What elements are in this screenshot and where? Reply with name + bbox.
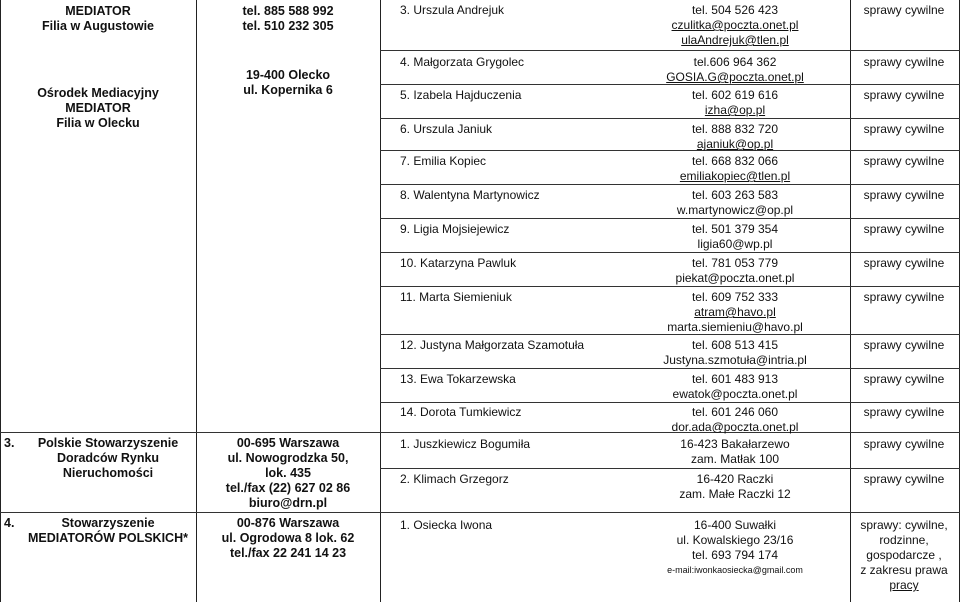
row-divider xyxy=(380,368,960,369)
org-4-name: Stowarzyszenie MEDIATORÓW POLSKICH* xyxy=(28,516,188,545)
mediator-name: 12. Justyna Małgorzata Szamotuła xyxy=(400,338,585,352)
mediator-name: 3. Urszula Andrejuk xyxy=(400,3,505,17)
org-4-number: 4. xyxy=(4,516,15,530)
mediator-contact: 16-400 Suwałki ul. Kowalskiego 23/16 tel. 693 794 174 e-mail:iwonkaosiecka@gmail.com xyxy=(667,518,803,575)
mediator-name: 6. Urszula Janiuk xyxy=(400,122,493,136)
mediator-name: 1. Juszkiewicz Bogumiła xyxy=(400,437,531,451)
mediator-scope: sprawy cywilne xyxy=(863,405,945,419)
mediator-contact: tel. 668 832 066 emiliakopiec@tlen.pl xyxy=(679,154,791,183)
row-divider xyxy=(380,252,960,253)
org-olecko-address: 19-400 Olecko ul. Kopernika 6 xyxy=(243,68,333,97)
mediator-scope: sprawy cywilne xyxy=(863,222,945,236)
org-4-address: 00-876 Warszawa ul. Ogrodowa 8 lok. 62 tel./fax 22 241 14 23 xyxy=(221,516,355,560)
mediator-scope: sprawy cywilne xyxy=(863,338,945,352)
mediator-scope: sprawy cywilne xyxy=(863,188,945,202)
mediator-contact: 16-420 Raczki zam. Małe Raczki 12 xyxy=(679,472,791,501)
mediator-scope: sprawy: cywilne, rodzinne, gospodarcze , z zakresu prawa pracy xyxy=(860,518,948,592)
org-olecko-name: Ośrodek Mediacyjny MEDIATOR Filia w Olecku xyxy=(37,86,159,130)
mediator-contact: tel. 601 483 913 ewatok@poczta.onet.pl xyxy=(672,372,798,401)
org-augustow-name: MEDIATOR Filia w Augustowie xyxy=(41,4,155,33)
mediator-name: 4. Małgorzata Grygolec xyxy=(400,55,525,69)
mediator-scope: sprawy cywilne xyxy=(863,256,945,270)
mediator-name: 14. Dorota Tumkiewicz xyxy=(400,405,522,419)
mediator-contact: tel. 781 053 779 piekat@poczta.onet.pl xyxy=(675,256,795,285)
row-divider xyxy=(380,50,960,51)
mediator-scope: sprawy cywilne xyxy=(863,154,945,168)
mediator-scope: sprawy cywilne xyxy=(863,372,945,386)
org-augustow-contact: tel. 885 588 992 tel. 510 232 305 xyxy=(242,4,334,33)
mediator-contact: tel. 603 263 583 w.martynowicz@op.pl xyxy=(676,188,794,217)
mediator-name: 1. Osiecka Iwona xyxy=(400,518,493,532)
mediator-name: 7. Emilia Kopiec xyxy=(400,154,487,168)
mediator-scope: sprawy cywilne xyxy=(863,55,945,69)
mediator-contact: tel.606 964 362 GOSIA.G@poczta.onet.pl xyxy=(666,55,804,84)
mediator-contact: tel. 608 513 415 Justyna.szmotuła@intria.pl xyxy=(663,338,807,367)
row-divider xyxy=(380,286,960,287)
mediator-contact: tel. 601 246 060 dor.ada@poczta.onet.pl xyxy=(671,405,799,434)
mediator-contact: tel. 501 379 354 ligia60@wp.pl xyxy=(691,222,779,251)
row-divider xyxy=(380,468,960,469)
mediator-name: 8. Walentyna Martynowicz xyxy=(400,188,540,202)
mediator-scope: sprawy cywilne xyxy=(863,290,945,304)
org-3-name: Polskie Stowarzyszenie Doradców Rynku Nieruchomości xyxy=(37,436,179,480)
row-divider xyxy=(380,184,960,185)
row-divider xyxy=(380,218,960,219)
org-3-number: 3. xyxy=(4,436,15,450)
row-divider xyxy=(0,512,960,513)
row-divider xyxy=(380,118,960,119)
org-3-address: 00-695 Warszawa ul. Nowogrodzka 50, lok. 435 tel./fax (22) 627 02 86 biuro@drn.pl xyxy=(225,436,351,510)
mediator-contact: tel. 609 752 333 atram@havo.pl marta.siemieniu@havo.pl xyxy=(667,290,803,334)
mediator-scope: sprawy cywilne xyxy=(863,3,945,17)
mediator-scope: sprawy cywilne xyxy=(863,122,945,136)
mediator-contact: 16-423 Bakałarzewo zam. Matłak 100 xyxy=(680,437,790,466)
mediator-scope: sprawy cywilne xyxy=(863,88,945,102)
mediator-name: 11. Marta Siemieniuk xyxy=(400,290,512,304)
mediator-name: 5. Izabela Hajduczenia xyxy=(400,88,522,102)
row-divider xyxy=(380,402,960,403)
mediator-scope: sprawy cywilne xyxy=(863,472,945,486)
mediator-name: 10. Katarzyna Pawluk xyxy=(400,256,517,270)
mediator-scope: sprawy cywilne xyxy=(863,437,945,451)
mediator-name: 9. Ligia Mojsiejewicz xyxy=(400,222,510,236)
mediator-name: 13. Ewa Tokarzewska xyxy=(400,372,516,386)
mediator-contact: tel. 602 619 616 izha@op.pl xyxy=(691,88,779,117)
mediator-name: 2. Klimach Grzegorz xyxy=(400,472,509,486)
mediator-contact: tel. 888 832 720 ajaniuk@op.pl xyxy=(691,122,779,151)
mediator-contact: tel. 504 526 423 czulitka@poczta.onet.pl ulaAndrejuk@tlen.pl xyxy=(671,3,799,47)
